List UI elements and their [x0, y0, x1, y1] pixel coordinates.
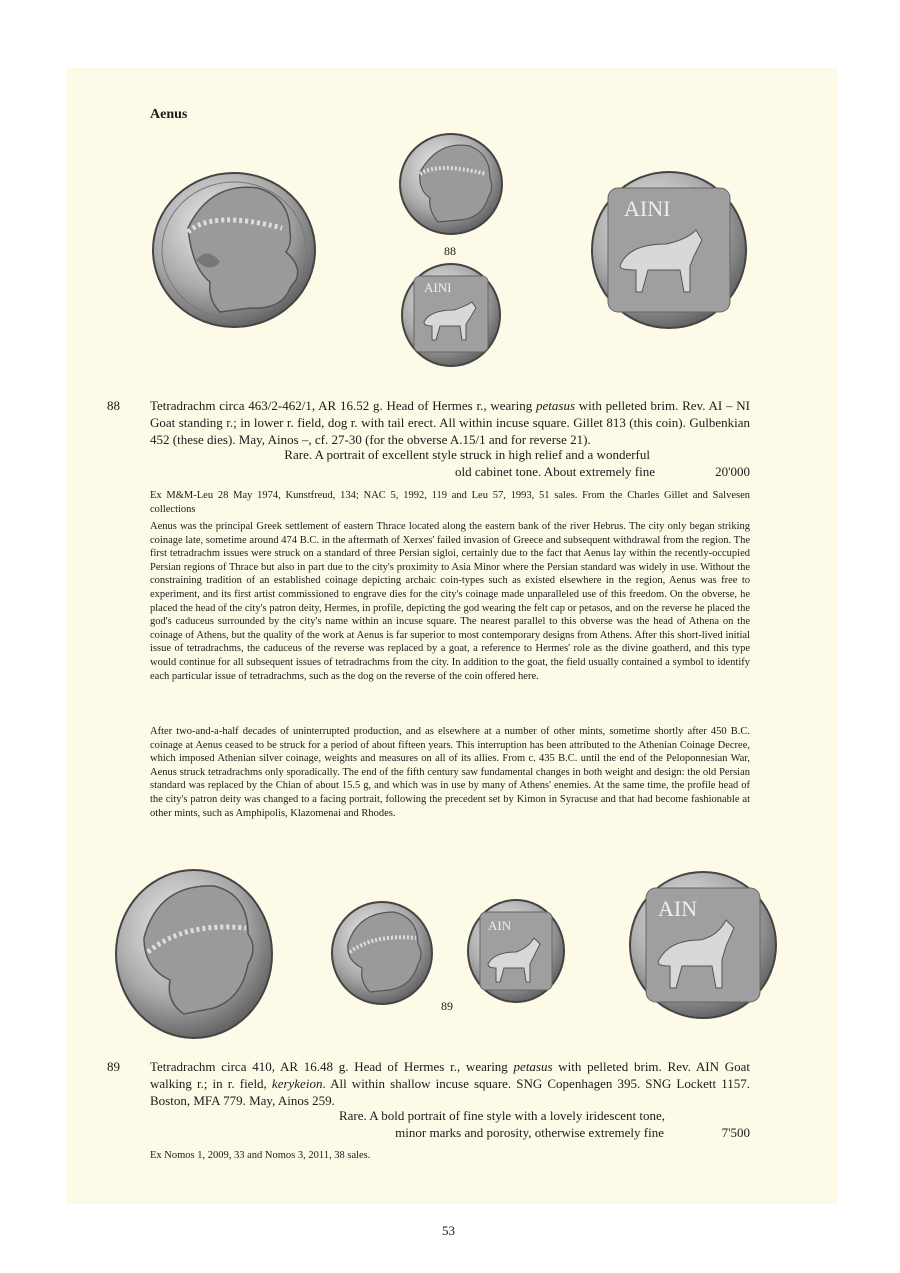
coin-image-label-88: 88 — [444, 244, 456, 258]
lot-description-89: Tetradrachm circa 410, AR 16.48 g. Head of Hermes r., wearing petasus with pelleted brim. Rev. AIN Goat walking r.; in r. field, kerykeion. All within shallow incuse square. SNG Copenhagen 395. SNG Lockett 1157. Boston, MFA 779. May, Ainos 259. — [150, 1059, 750, 1108]
lot-grade-88-line2: old cabinet tone. About extremely fine — [455, 464, 655, 479]
lot-description-88: Tetradrachm circa 463/2-462/1, AR 16.52 g. Head of Hermes r., wearing petasus with pelleted brim. Rev. AI – NI Goat standing r.; in lower r. field, dog r. with tail erect. All within incuse square. Gillet 813 (this coin). Gulbenkian 452 (these dies). May, Ainos –, cf. 27-30 (for the obverse A.15/1 and for reverse 21). — [150, 398, 750, 447]
lot-number-88: 88 — [107, 398, 120, 413]
lot-estimate-88: 20'000 — [715, 464, 750, 479]
coin-89-reverse-large-legend: AIN — [658, 896, 698, 921]
coin-89-reverse-legend: AIN — [488, 918, 512, 933]
coin-88-obverse — [398, 132, 504, 236]
lot-estimate-89: 7'500 — [721, 1125, 750, 1140]
lot-provenance-88: Ex M&M-Leu 28 May 1974, Kunstfreud, 134; NAC 5, 1992, 119 and Leu 57, 1993, 51 sales. From the Charles Gillet and Salvesen collections — [150, 490, 750, 515]
lot-essay-88-paragraph2: After two-and-a-half decades of uninterrupted production, and as elsewhere at a number of other mints, sometime shortly after 450 B.C. coinage at Aenus ceased to be struck for a period of about fifteen years. This interruption has been attributed to the Athenian Coinage Decree, which imposed Athenian silver coinage, weights and measures on all of its allies. From c. 435 B.C. until the end of the Peloponnesian War, Aenus struck tetradrachms only sporadically. The end of the fifth century saw fundamental changes in both weight and design: the old Persian standard was replaced by the Chian of about 15.5 g, and which was in use by many of Athens' enemies. At the same time, the profile head of the city's patron deity was changed to a facing portrait, following the precedent set by Kimon in Syracuse and that had become fashionable at other mints, such as Amphipolis, Klazomenai and Rhodes. — [150, 726, 750, 819]
lot-grade-89-line2: minor marks and porosity, otherwise extremely fine — [395, 1125, 664, 1140]
coin-image-label-89: 89 — [441, 999, 453, 1013]
lot-grade-88-line1: Rare. A portrait of excellent style struck in high relief and a wonderful — [284, 447, 650, 462]
lot-essay-88-paragraph1: Aenus was the principal Greek settlement of eastern Thrace located along the eastern bank of the river Hebrus. The city only began striking coinage late, sometime around 474 B.C. in the aftermath of Xerxes' failed invasion of Greece and subsequent withdrawal from the region. The first tetradrachm issues were struck on a standard of three Persian sigloi, certainly due to the fact that Aenus lay within the recently-occupied Persian regions of Thrace but also in part due to the city's proximity to Asia Minor where the Persian standard was widely in use. Without the constraining tradition of an established coinage depicting archaic coin-types such as existed elsewhere in the region, Aenus was free to experiment, and its first artist commissioned to engrave dies for the city's coinage made unparalleled use of this freedom. On the obverse, he placed the head of the city's patron deity, Hermes, in profile, depicting the god wearing the felt cap or petasos, and on the reverse he placed the god's caduceus surrounded by the city's name within an incuse square. The nearest parallel to this obverse was the head of Athena on the coinage of Athens, but the quality of the work at Aenus is far superior to most contemporary designs from Athens. After this short-lived initial issue of tetradrachms, the caduceus of the reverse was replaced by a goat, a reference to Hermes' role as the divine goatherd, and this type would continue for all subsequent issues of tetradrachms from the city. In addition to the goat, the field usually contained a symbol to identify each particular issue of tetradrachms, such as the dog on the reverse of the coin offered here. — [150, 521, 750, 682]
page-number: 53 — [442, 1223, 455, 1238]
coin-88-reverse-legend: AINI — [424, 280, 452, 295]
coin-89-obverse-large — [114, 868, 274, 1040]
coin-88-reverse — [400, 262, 502, 368]
coin-89-reverse — [466, 898, 566, 1004]
coin-89-reverse-large — [628, 870, 778, 1020]
section-title: Aenus — [150, 107, 188, 122]
lot-provenance-89: Ex Nomos 1, 2009, 33 and Nomos 3, 2011, 38 sales. — [150, 1150, 371, 1161]
coin-88-obverse-large — [150, 170, 320, 330]
lot-grade-89-line1: Rare. A bold portrait of fine style with a lovely iridescent tone, — [338, 1108, 665, 1123]
coin-88-reverse-large-legend: AINI — [624, 196, 671, 221]
coin-88-reverse-large — [590, 170, 748, 330]
lot-number-89: 89 — [107, 1059, 120, 1074]
coin-89-obverse — [330, 900, 434, 1006]
